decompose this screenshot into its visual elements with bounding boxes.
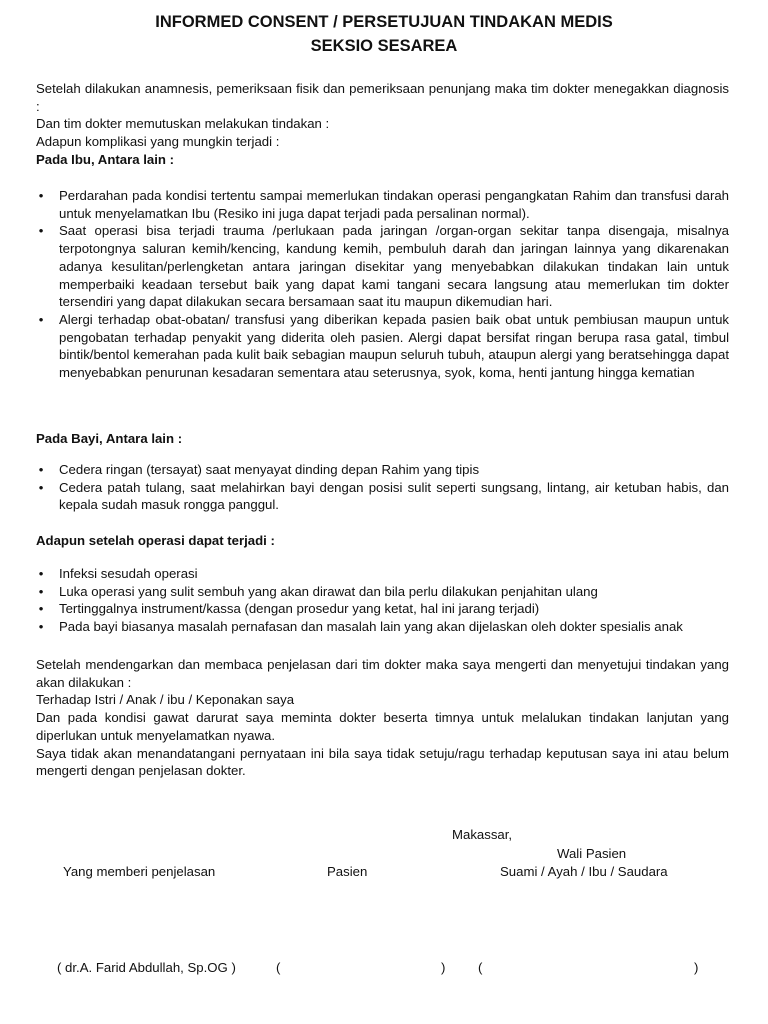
setelah-list-section	[36, 565, 729, 636]
bullet-icon: •	[38, 188, 44, 203]
bullet-icon: •	[38, 619, 44, 635]
guardian-name-close: )	[694, 960, 699, 975]
intro-paragraph: Setelah dilakukan anamnesis, pemeriksaan fisik dan pemeriksaan penunjang maka tim dokter menegakkan diagnosis :	[36, 81, 729, 114]
setelah-list	[36, 565, 729, 636]
setelah-heading: Adapun setelah operasi dapat terjadi :	[36, 533, 275, 548]
bullet-icon: •	[38, 311, 44, 327]
list-item: • Pada bayi biasanya masalah pernafasan dan masalah lain yang akan dijelaskan oleh dokter spesialis anak	[36, 618, 729, 636]
bayi-list	[36, 461, 729, 514]
guardian-name-open: (	[478, 960, 483, 975]
intro-komplikasi: Adapun komplikasi yang mungkin terjadi :	[36, 134, 280, 150]
closing-statement: Saya tidak akan menandatangani pernyataan ini bila saya tidak setuju/ragu terhadap keputusan saya ini atau belum mengerti dengan penjelasan dokter.	[36, 745, 729, 779]
bullet-icon: •	[38, 601, 44, 617]
patient-name-close: )	[441, 960, 446, 975]
signature-label-patient: Pasien	[327, 864, 368, 879]
bullet-icon: •	[38, 583, 44, 599]
list-item: • Cedera ringan (tersayat) saat menyayat dinding depan Rahim yang tipis	[36, 461, 729, 479]
bullet-icon: •	[38, 479, 44, 495]
doctor-name: ( dr.A. Farid Abdullah, Sp.OG )	[57, 960, 236, 975]
closing-emergency: Dan pada kondisi gawat darurat saya meminta dokter beserta timnya untuk melalukan tindakan lanjutan yang diperlukan untuk menyelamatkan nyawa.	[36, 710, 729, 743]
signature-place: Makassar,	[452, 827, 513, 842]
intro-section	[36, 80, 729, 169]
patient-name-open: (	[276, 960, 281, 975]
ibu-list	[36, 187, 729, 382]
signature-label-guardian: Suami / Ayah / Ibu / Saudara	[500, 864, 668, 879]
list-item: • Luka operasi yang sulit sembuh yang akan dirawat dan bila perlu dilakukan penjahitan ulang	[36, 583, 729, 601]
intro-tindakan: Dan tim dokter memutuskan melakukan tindakan :	[36, 116, 330, 132]
list-item: • Perdarahan pada kondisi tertentu sampai memerlukan tindakan operasi pengangkatan Rahim dan transfusi darah untuk menyelamatkan Ibu (Resiko ini juga dapat terjadi pada persalinan normal).	[36, 187, 729, 222]
document-subtitle: SEKSIO SESAREA	[310, 37, 458, 55]
closing-section	[36, 656, 729, 780]
bayi-list-section	[36, 461, 729, 514]
ibu-list-section	[36, 187, 729, 382]
list-item: • Infeksi sesudah operasi	[36, 565, 729, 583]
bullet-icon: •	[38, 223, 44, 239]
bullet-icon: •	[38, 566, 44, 581]
list-item: • Cedera patah tulang, saat melahirkan bayi dengan posisi sulit seperti sungsang, lintang, air ketuban habis, dan kepala sudah masuk rongga panggul.	[36, 479, 729, 514]
signature-label-doctor: Yang memberi penjelasan	[63, 864, 216, 879]
list-item: • Alergi terhadap obat-obatan/ transfusi yang diberikan kepada pasien baik obat untuk pembiusan maupun untuk pengobatan terhadap penyakit yang diderita oleh pasien. Alergi dapat bersifat ringan berupa rasa gatal, timbul bintik/bentol kemerahan pada kulit baik sebagian maupun seluruh tubuh, ataupun alergi yang beratsehingga dapat menyebabkan penurunan kesadaran sementara atau seterusnya, syok, koma, henti jantung hingga kematian	[36, 311, 729, 382]
bayi-heading: Pada Bayi, Antara lain :	[36, 431, 183, 446]
document-title: INFORMED CONSENT / PERSETUJUAN TINDAKAN MEDIS	[155, 13, 613, 31]
closing-paragraph: Setelah mendengarkan dan membaca penjelasan dari tim dokter maka saya mengerti dan menyetujui tindakan yang akan dilakukan :	[36, 657, 729, 690]
bullet-icon: •	[38, 462, 44, 477]
ibu-heading: Pada Ibu, Antara lain :	[36, 151, 175, 167]
list-item: • Saat operasi bisa terjadi trauma /perlukaan pada jaringan /organ-organ sekitar tanpa disengaja, misalnya terpotongnya saluran kemih/kencing, kandung kemih, pembuluh darah dan jaringan lainnya yang dikarenakan adanya kesulitan/perlengketan antara jaringan disekitar yang menyebabkan dilakukan tindakan lain untuk memperbaiki keadaan tersebut baik yang dapat kami tangani secara langsung atau memerlukan tim dokter tersendiri yang dapat dilakukan secara bersamaan saat itu maupun dikemudian hari.	[36, 222, 729, 311]
list-item: • Tertinggalnya instrument/kassa (dengan prosedur yang ketat, hal ini jarang terjadi)	[36, 600, 729, 618]
wali-pasien-title: Wali Pasien	[557, 846, 627, 861]
closing-relation: Terhadap Istri / Anak / ibu / Keponakan saya	[36, 692, 295, 708]
